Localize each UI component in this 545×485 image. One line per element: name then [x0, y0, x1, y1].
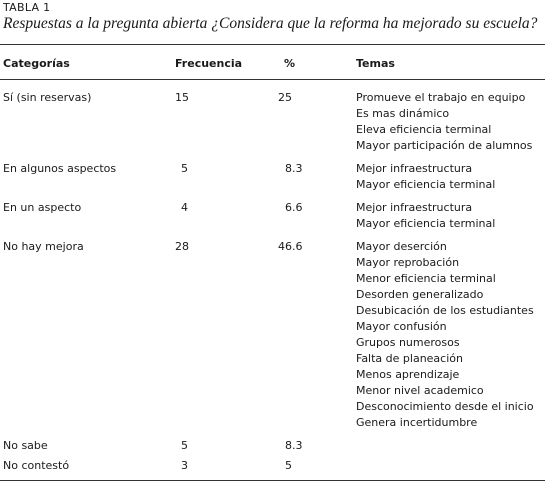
row-frecuencia: 15: [175, 91, 189, 104]
tema-item: Desorden generalizado: [356, 288, 484, 301]
table-label: TABLA 1: [3, 1, 51, 14]
tema-item: Desconocimiento desde el inicio: [356, 400, 534, 413]
row-frecuencia: 5: [181, 162, 188, 175]
tema-item: Promueve el trabajo en equipo: [356, 91, 526, 104]
row-categoria: No hay mejora: [3, 240, 84, 253]
header-temas: Temas: [356, 57, 395, 70]
row-porcentaje: 8.3: [285, 439, 303, 452]
row-porcentaje: 25: [278, 91, 292, 104]
tema-item: Genera incertidumbre: [356, 416, 478, 429]
row-frecuencia: 28: [175, 240, 189, 253]
row-porcentaje: 46.6: [278, 240, 303, 253]
row-temas: [356, 90, 532, 154]
row-temas: [356, 200, 495, 232]
tema-item: Eleva eficiencia terminal: [356, 123, 492, 136]
row-frecuencia: 4: [181, 201, 188, 214]
row-categoria: En algunos aspectos: [3, 162, 117, 175]
row-categoria: No contestó: [3, 459, 70, 472]
row-porcentaje: 8.3: [285, 162, 303, 175]
row-categoria: No sabe: [3, 439, 48, 452]
bottom-rule: [0, 480, 545, 481]
row-porcentaje: 6.6: [285, 201, 303, 214]
row-categoria: Sí (sin reservas): [3, 91, 92, 104]
row-categoria: En un aspecto: [3, 201, 82, 214]
tema-item: Mayor reprobación: [356, 256, 460, 269]
tema-item: Mayor participación de alumnos: [356, 139, 533, 152]
tema-item: Mayor eficiencia terminal: [356, 217, 496, 230]
row-porcentaje: 5: [285, 459, 292, 472]
tema-item: Mayor eficiencia terminal: [356, 178, 496, 191]
table-title: Respuestas a la pregunta abierta ¿Considera que la reforma ha mejorado su escuela?: [3, 15, 538, 32]
tema-item: Falta de planeación: [356, 352, 463, 365]
tema-item: Mayor deserción: [356, 240, 447, 253]
header-frecuencia: Frecuencia: [175, 57, 243, 70]
tema-item: Mejor infraestructura: [356, 162, 473, 175]
tema-item: Es mas dinámico: [356, 107, 450, 120]
row-frecuencia: 3: [181, 459, 188, 472]
header-rule: [0, 79, 545, 80]
tema-item: Mejor infraestructura: [356, 201, 473, 214]
tema-item: Desubicación de los estudiantes: [356, 304, 534, 317]
header-porcentaje: %: [284, 57, 296, 70]
tema-item: Menor eficiencia terminal: [356, 272, 496, 285]
tema-item: Mayor confusión: [356, 320, 447, 333]
top-rule: [0, 44, 545, 45]
row-frecuencia: 5: [181, 439, 188, 452]
tema-item: Menor nivel academico: [356, 384, 484, 397]
row-temas: [356, 161, 495, 193]
tema-item: Grupos numerosos: [356, 336, 460, 349]
header-categorias: Categorías: [3, 57, 70, 70]
tema-item: Menos aprendizaje: [356, 368, 460, 381]
row-temas: [356, 239, 534, 431]
